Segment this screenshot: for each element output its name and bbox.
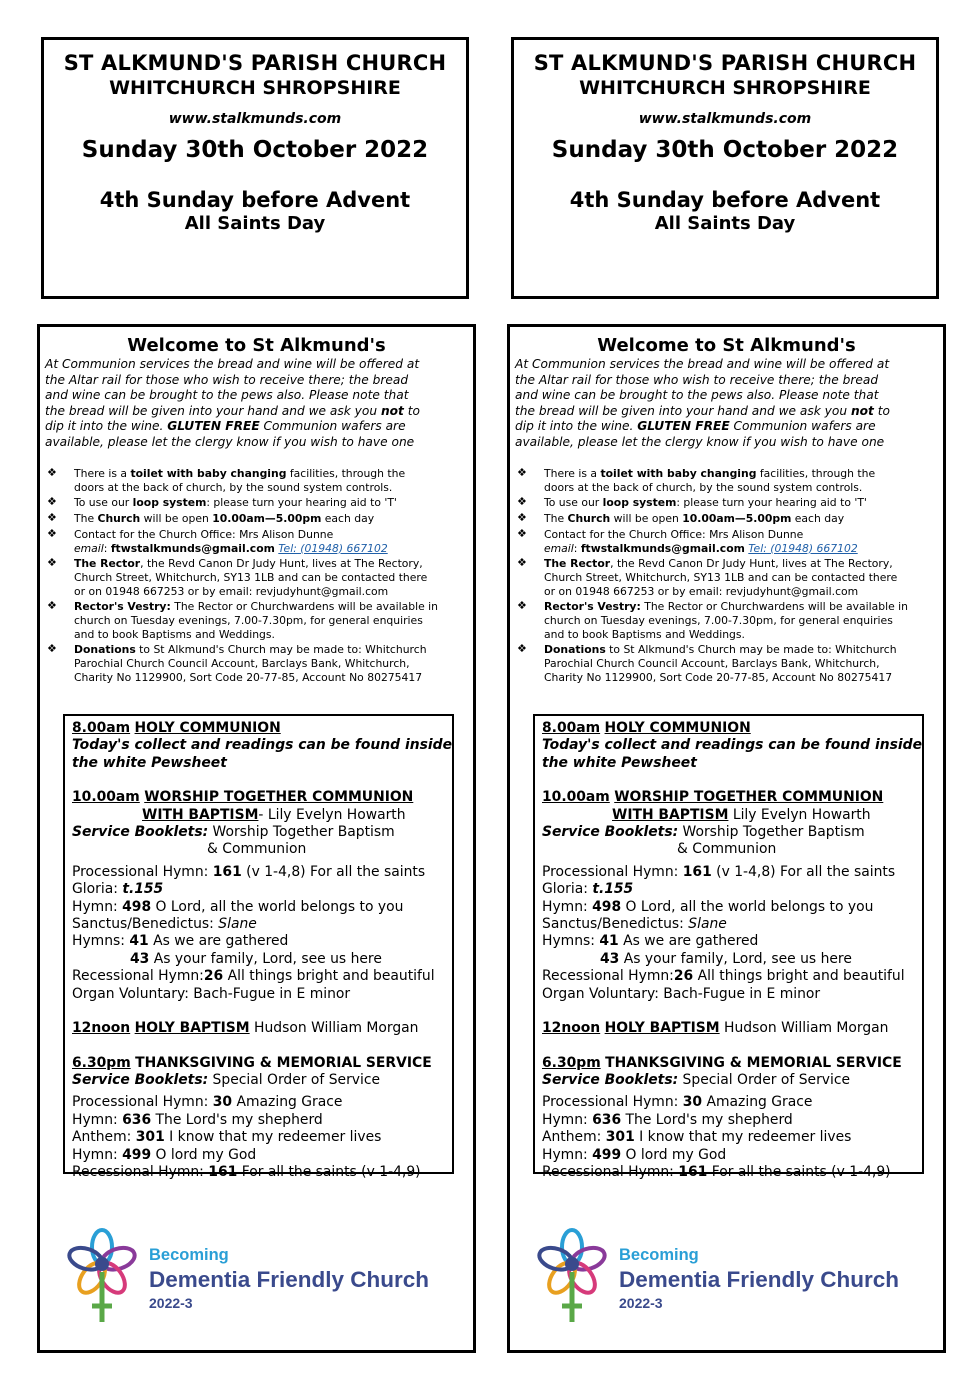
text-line: Recessional Hymn:26 All things bright and beautiful bbox=[72, 968, 435, 985]
spacer bbox=[542, 1038, 922, 1055]
text-line: Charity No 1129900, Sort Code 20-77-85, Account No 80275417 bbox=[74, 670, 423, 684]
notice-item bbox=[517, 512, 937, 526]
notice-item bbox=[47, 496, 467, 510]
text-line: or on 01948 667253 or by email: revjudyhunt@gmail.com bbox=[544, 584, 859, 598]
text-line: WITH BAPTISM- Lily Evelyn Howarth bbox=[142, 806, 406, 823]
spacer bbox=[542, 772, 922, 789]
services-box bbox=[63, 714, 454, 1180]
phone-link[interactable]: Tel: (01948) 667102 bbox=[278, 541, 388, 555]
text-line bbox=[72, 789, 452, 806]
text-run: Slane bbox=[688, 916, 727, 933]
text-run: 43 bbox=[130, 950, 150, 967]
text-run: ftwstalkmunds@gmail.com bbox=[580, 541, 745, 555]
text-run: 12noon bbox=[542, 1020, 601, 1037]
text-line: Rector's Vestry: The Rector or Churchwardens will be available in bbox=[544, 600, 909, 614]
text-run: WITH BAPTISM bbox=[612, 806, 729, 823]
text-line bbox=[542, 755, 922, 772]
text-run: loop system bbox=[602, 496, 677, 510]
text-run: 301 bbox=[605, 1129, 635, 1146]
dementia-friendly-logo bbox=[66, 1224, 456, 1326]
text-line: available, please let the clergy know if you wish to have one bbox=[515, 434, 885, 449]
text-line: and wine can be brought to the pews also. Please note that bbox=[45, 388, 409, 403]
text-line: and to book Baptisms and Weddings. bbox=[74, 627, 275, 641]
bullet-icon: ❖ bbox=[47, 526, 57, 540]
text-line: church on Tuesday evenings, 7.00-7.30pm, for general enquiries bbox=[74, 614, 423, 628]
bullet-icon: ❖ bbox=[47, 642, 57, 656]
text-line: available, please let the clergy know if you wish to have one bbox=[45, 434, 415, 449]
welcome-paragraph bbox=[510, 357, 943, 451]
text-run: t.155 bbox=[592, 881, 634, 898]
text-line: Hymn: 499 O lord my God bbox=[542, 1146, 727, 1163]
text-run: t.155 bbox=[122, 881, 164, 898]
text-run: 10.00am—5.00pm bbox=[212, 512, 322, 526]
notice-item bbox=[47, 643, 467, 684]
text-run: Service Booklets: bbox=[542, 1071, 679, 1088]
text-line: and wine can be brought to the pews also. Please note that bbox=[515, 388, 879, 403]
bullet-icon: ❖ bbox=[517, 511, 527, 525]
text-line: The Rector, the Revd Canon Dr Judy Hunt, lives at The Rectory, bbox=[74, 557, 423, 571]
text-line: Anthem: 301 I know that my redeemer lives bbox=[542, 1129, 852, 1146]
text-line: At Communion services the bread and wine will be offered at bbox=[515, 357, 890, 371]
text-line: Organ Voluntary: Bach-Fugue in E minor bbox=[542, 985, 821, 1002]
notice-item bbox=[47, 557, 467, 598]
text-run: THANKSGIVING & MEMORIAL SERVICE bbox=[135, 1054, 432, 1071]
text-run: 41 bbox=[599, 933, 619, 950]
text-line: Hymn: 636 The Lord's my shepherd bbox=[542, 1111, 793, 1128]
liturgical-sunday: 4th Sunday before Advent bbox=[569, 188, 881, 212]
text-run: The Rector bbox=[74, 557, 141, 571]
text-run: The Rector bbox=[544, 557, 611, 571]
text-run: Donations bbox=[74, 643, 136, 657]
text-line: At Communion services the bread and wine will be offered at bbox=[45, 357, 420, 371]
text-line: Contact for the Church Office: Mrs Alison Dunne bbox=[544, 527, 804, 541]
notice-item bbox=[517, 467, 937, 494]
services-box bbox=[533, 714, 924, 1180]
text-line: Rector's Vestry: The Rector or Churchwardens will be available in bbox=[74, 600, 439, 614]
text-run: Rector's Vestry: bbox=[544, 600, 641, 614]
text-line: To use our loop system: please turn your hearing aid to 'T' bbox=[74, 496, 397, 510]
text-run: email bbox=[544, 541, 574, 555]
text-run: GLUTEN FREE bbox=[167, 419, 260, 434]
flower-icon bbox=[537, 1230, 608, 1322]
logo-line2: Dementia Friendly Church bbox=[149, 1267, 430, 1292]
text-line: Processional Hymn: 161 (v 1-4,8) For all the saints bbox=[542, 863, 896, 880]
text-line: & Communion bbox=[207, 841, 307, 858]
text-run: 6.30pm bbox=[542, 1054, 601, 1071]
service-date: Sunday 30th October 2022 bbox=[81, 137, 429, 163]
church-name: ST ALKMUND'S PARISH CHURCH bbox=[63, 51, 447, 75]
text-line: email: ftwstalkmunds@gmail.com Tel: (01948) 667102 bbox=[74, 541, 388, 555]
text-line: Processional Hymn: 161 (v 1-4,8) For all the saints bbox=[72, 863, 426, 880]
text-line: Donations to St Alkmund's Church may be made to: Whitchurch bbox=[544, 643, 897, 657]
text-line: the Altar rail for those who wish to receive there; the bread bbox=[45, 372, 409, 387]
text-line: Church Street, Whitchurch, SY13 1LB and can be contacted there bbox=[74, 570, 428, 584]
text-line: dip it into the wine. GLUTEN FREE Communion wafers are bbox=[515, 419, 876, 434]
text-line: The Church will be open 10.00am—5.00pm each day bbox=[74, 512, 375, 526]
notice-item bbox=[47, 512, 467, 526]
text-line: Recessional Hymn: 161 For all the saints (v 1-4,9) bbox=[72, 1163, 421, 1180]
notice-item bbox=[517, 643, 937, 684]
text-line: Service Booklets: Worship Together Baptism bbox=[72, 824, 395, 841]
text-line: doors at the back of church, by the sound system controls. bbox=[74, 480, 393, 494]
text-run: 41 bbox=[129, 933, 149, 950]
text-line: the bread will be given into your hand and we ask you not to bbox=[515, 403, 890, 418]
text-line bbox=[542, 720, 922, 737]
notice-item bbox=[47, 467, 467, 494]
text-run: HOLY BAPTISM bbox=[134, 1020, 250, 1037]
text-run: Today's collect and readings can be found inside bbox=[542, 737, 923, 754]
welcome-paragraph bbox=[40, 357, 473, 451]
phone-link[interactable]: Tel: (01948) 667102 bbox=[748, 541, 858, 555]
text-line: Parochial Church Council Account, Barclays Bank, Whitchurch, bbox=[74, 657, 410, 671]
text-line: There is a toilet with baby changing facilities, through the bbox=[74, 467, 406, 480]
text-line: 12noon HOLY BAPTISM Hudson William Morgan bbox=[542, 1020, 889, 1037]
feast-day: All Saints Day bbox=[654, 213, 796, 234]
text-run: 30 bbox=[212, 1094, 233, 1111]
text-line bbox=[72, 1055, 452, 1072]
text-run: GLUTEN FREE bbox=[637, 419, 730, 434]
text-line: Processional Hymn: 30 Amazing Grace bbox=[542, 1094, 813, 1111]
text-line: doors at the back of church, by the sound system controls. bbox=[544, 480, 863, 494]
dementia-friendly-logo bbox=[536, 1224, 926, 1326]
bullet-icon: ❖ bbox=[517, 642, 527, 656]
text-run: 161 bbox=[208, 1163, 238, 1180]
text-run: not bbox=[850, 403, 874, 418]
church-website: www.stalkmunds.com bbox=[638, 111, 812, 127]
text-run: 161 bbox=[678, 1163, 708, 1180]
text-line bbox=[542, 1055, 922, 1072]
logo-graphic bbox=[66, 1224, 456, 1326]
text-line: 12noon HOLY BAPTISM Hudson William Morgan bbox=[72, 1020, 419, 1037]
text-line: Hymn: 498 O Lord, all the world belongs to you bbox=[72, 898, 404, 915]
text-run: 498 bbox=[592, 898, 622, 915]
text-run: HOLY COMMUNION bbox=[134, 720, 281, 736]
text-run: 6.30pm bbox=[72, 1054, 131, 1071]
church-website: www.stalkmunds.com bbox=[168, 111, 342, 127]
text-line: 43 As your family, Lord, see us here bbox=[130, 950, 382, 967]
text-run: Church bbox=[567, 512, 611, 526]
text-line: or on 01948 667253 or by email: revjudyhunt@gmail.com bbox=[74, 584, 389, 598]
text-run: WITH BAPTISM bbox=[142, 806, 259, 823]
welcome-box bbox=[37, 324, 476, 1353]
text-line: The Church will be open 10.00am—5.00pm each day bbox=[544, 512, 845, 526]
text-line: Hymn: 636 The Lord's my shepherd bbox=[72, 1111, 323, 1128]
church-town: WHITCHURCH SHROPSHIRE bbox=[579, 77, 871, 99]
logo-line3: 2022-3 bbox=[149, 1295, 193, 1311]
text-run: 161 bbox=[212, 863, 242, 880]
text-run: HOLY BAPTISM bbox=[604, 1020, 720, 1037]
church-town: WHITCHURCH SHROPSHIRE bbox=[109, 77, 401, 99]
notices-list bbox=[517, 467, 937, 687]
text-run: Service Booklets: bbox=[542, 824, 679, 841]
text-run: 10.00am bbox=[72, 789, 140, 806]
text-line: Parochial Church Council Account, Barclays Bank, Whitchurch, bbox=[544, 657, 880, 671]
text-line: Charity No 1129900, Sort Code 20-77-85, Account No 80275417 bbox=[544, 670, 893, 684]
bullet-icon: ❖ bbox=[47, 466, 57, 479]
text-run: ftwstalkmunds@gmail.com bbox=[110, 541, 275, 555]
text-line: Processional Hymn: 30 Amazing Grace bbox=[72, 1094, 343, 1111]
logo-line3: 2022-3 bbox=[619, 1295, 663, 1311]
bullet-icon: ❖ bbox=[47, 556, 57, 570]
text-line: Service Booklets: Special Order of Service bbox=[542, 1071, 851, 1088]
text-run: 161 bbox=[682, 863, 712, 880]
text-run: 636 bbox=[122, 1111, 152, 1128]
text-run: the white Pewsheet bbox=[542, 754, 697, 771]
bullet-icon: ❖ bbox=[517, 556, 527, 570]
bullet-icon: ❖ bbox=[517, 466, 527, 479]
text-run: THANKSGIVING & MEMORIAL SERVICE bbox=[605, 1054, 902, 1071]
text-run: 26 bbox=[203, 968, 224, 985]
spacer bbox=[72, 772, 452, 789]
text-line: dip it into the wine. GLUTEN FREE Communion wafers are bbox=[45, 419, 406, 434]
text-line: The Rector, the Revd Canon Dr Judy Hunt, lives at The Rectory, bbox=[544, 557, 893, 571]
text-run: 8.00am bbox=[542, 720, 601, 736]
text-run: Slane bbox=[218, 916, 257, 933]
logo-line2: Dementia Friendly Church bbox=[619, 1267, 900, 1292]
feast-day: All Saints Day bbox=[184, 213, 326, 234]
welcome-title: Welcome to St Alkmund's bbox=[597, 335, 856, 356]
liturgical-sunday: 4th Sunday before Advent bbox=[99, 188, 411, 212]
text-line: Sanctus/Benedictus: Slane bbox=[72, 916, 257, 933]
text-run: 10.00am—5.00pm bbox=[682, 512, 792, 526]
text-line: Sanctus/Benedictus: Slane bbox=[542, 916, 727, 933]
text-run: HOLY COMMUNION bbox=[604, 720, 751, 736]
text-line: Gloria: t.155 bbox=[72, 881, 164, 898]
text-line: To use our loop system: please turn your hearing aid to 'T' bbox=[544, 496, 867, 510]
welcome-title: Welcome to St Alkmund's bbox=[127, 335, 386, 356]
text-run: 301 bbox=[135, 1129, 165, 1146]
text-line: Gloria: t.155 bbox=[542, 881, 634, 898]
text-line: Church Street, Whitchurch, SY13 1LB and can be contacted there bbox=[544, 570, 898, 584]
text-line: the bread will be given into your hand and we ask you not to bbox=[45, 403, 420, 418]
text-line: Hymn: 498 O Lord, all the world belongs to you bbox=[542, 898, 874, 915]
text-line: email: ftwstalkmunds@gmail.com Tel: (01948) 667102 bbox=[544, 541, 858, 555]
bullet-icon: ❖ bbox=[517, 599, 527, 613]
text-run: Today's collect and readings can be found inside bbox=[72, 737, 453, 754]
text-run: Service Booklets: bbox=[72, 1071, 209, 1088]
text-run: email bbox=[74, 541, 104, 555]
text-run: the white Pewsheet bbox=[72, 754, 227, 771]
text-run: 10.00am bbox=[542, 789, 610, 806]
notice-item bbox=[47, 600, 467, 641]
text-line: 43 As your family, Lord, see us here bbox=[600, 950, 852, 967]
notice-item bbox=[517, 496, 937, 510]
text-run: WORSHIP TOGETHER COMMUNION bbox=[144, 789, 414, 806]
logo-line1: Becoming bbox=[619, 1246, 699, 1264]
text-run: 499 bbox=[592, 1146, 622, 1163]
text-run: 12noon bbox=[72, 1020, 131, 1037]
spacer bbox=[72, 1038, 452, 1055]
welcome-box bbox=[507, 324, 946, 1353]
text-line: Organ Voluntary: Bach-Fugue in E minor bbox=[72, 985, 351, 1002]
text-line: Recessional Hymn: 161 For all the saints (v 1-4,9) bbox=[542, 1163, 891, 1180]
text-line: There is a toilet with baby changing facilities, through the bbox=[544, 467, 876, 480]
text-line: and to book Baptisms and Weddings. bbox=[544, 627, 745, 641]
text-line: Anthem: 301 I know that my redeemer lives bbox=[72, 1129, 382, 1146]
bullet-icon: ❖ bbox=[47, 495, 57, 509]
text-line: Hymn: 499 O lord my God bbox=[72, 1146, 257, 1163]
services-list bbox=[65, 716, 452, 1181]
text-run: 43 bbox=[600, 950, 620, 967]
text-run: 499 bbox=[122, 1146, 152, 1163]
logo-graphic bbox=[536, 1224, 926, 1326]
header-box bbox=[41, 37, 469, 299]
text-line bbox=[72, 755, 452, 772]
text-line: WITH BAPTISM Lily Evelyn Howarth bbox=[612, 806, 871, 823]
text-line: Donations to St Alkmund's Church may be made to: Whitchurch bbox=[74, 643, 427, 657]
services-list bbox=[535, 716, 922, 1181]
notice-item bbox=[47, 528, 467, 555]
text-run: Rector's Vestry: bbox=[74, 600, 171, 614]
notice-item bbox=[517, 557, 937, 598]
church-name: ST ALKMUND'S PARISH CHURCH bbox=[533, 51, 917, 75]
text-line: church on Tuesday evenings, 7.00-7.30pm, for general enquiries bbox=[544, 614, 893, 628]
bullet-icon: ❖ bbox=[517, 495, 527, 509]
notice-item bbox=[517, 528, 937, 555]
text-run: loop system bbox=[132, 496, 207, 510]
text-line: Contact for the Church Office: Mrs Alison Dunne bbox=[74, 527, 334, 541]
text-run: WORSHIP TOGETHER COMMUNION bbox=[614, 789, 884, 806]
text-run: toilet with baby changing bbox=[130, 467, 287, 480]
text-run: 498 bbox=[122, 898, 152, 915]
text-run: 26 bbox=[673, 968, 694, 985]
text-line: & Communion bbox=[677, 841, 777, 858]
logo-line1: Becoming bbox=[149, 1246, 229, 1264]
bullet-icon: ❖ bbox=[47, 511, 57, 525]
notice-item bbox=[517, 600, 937, 641]
text-line: Hymns: 41 As we are gathered bbox=[72, 933, 289, 950]
spacer bbox=[542, 1003, 922, 1020]
text-run: not bbox=[380, 403, 404, 418]
text-line: Service Booklets: Special Order of Service bbox=[72, 1071, 381, 1088]
bullet-icon: ❖ bbox=[517, 526, 527, 540]
service-date: Sunday 30th October 2022 bbox=[551, 137, 899, 163]
notices-list bbox=[47, 467, 467, 687]
text-run: Donations bbox=[544, 643, 606, 657]
spacer bbox=[72, 1003, 452, 1020]
text-run: toilet with baby changing bbox=[600, 467, 757, 480]
bullet-icon: ❖ bbox=[47, 599, 57, 613]
text-run: Church bbox=[97, 512, 141, 526]
text-line: the Altar rail for those who wish to receive there; the bread bbox=[515, 372, 879, 387]
text-line: Hymns: 41 As we are gathered bbox=[542, 933, 759, 950]
text-run: 8.00am bbox=[72, 720, 131, 736]
text-line: Recessional Hymn:26 All things bright and beautiful bbox=[542, 968, 905, 985]
header-box bbox=[511, 37, 939, 299]
flower-icon bbox=[67, 1230, 138, 1322]
text-run: 636 bbox=[592, 1111, 622, 1128]
text-line bbox=[542, 737, 922, 754]
text-line bbox=[542, 789, 922, 806]
text-line bbox=[72, 720, 452, 737]
text-line: Service Booklets: Worship Together Baptism bbox=[542, 824, 865, 841]
text-line bbox=[72, 737, 452, 754]
text-run: Service Booklets: bbox=[72, 824, 209, 841]
text-run: 30 bbox=[682, 1094, 703, 1111]
